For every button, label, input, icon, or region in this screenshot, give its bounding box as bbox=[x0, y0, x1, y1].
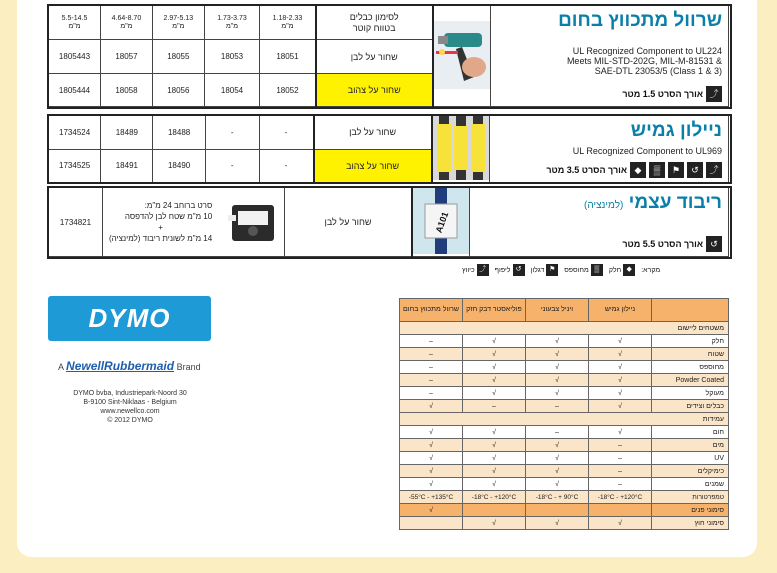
newell-tagline: A NewellRubbermaid Brand bbox=[58, 359, 201, 373]
row-label: מחוספס bbox=[652, 361, 729, 374]
diameter-header: לסימון כבלים בטווח קוטר bbox=[316, 6, 433, 40]
row-label: Powder Coated bbox=[652, 374, 729, 387]
heatshrink-title: שרוול מתכווץ בחום bbox=[558, 10, 722, 31]
row-label: שמנים bbox=[652, 478, 729, 491]
row-label: סימוני פנים bbox=[652, 504, 729, 517]
comparison-table: שרוול מתכווץ בחום פוליאסטר דבק חזק ויניל צבעוני ניילון גמיש משטחים ליישום – √ √ √ חלק – √ √ √ שטוח – √ √ √ מחוספס – √ √ √ Powder Coated – √ √ √ מעוקל √ – – √ כבלים וצידים עמידות √ √ – √ חום √ √ √ – מים √ √ √ – UV √ √ √ – כימיקלים √ √ √ – שמנים -55°C - +135°C -18°C - +120°C -18°C - + 90°C -18°C - +120°C טמפרטורות √ סימוני פנים √ √ √ סימוני חוץ bbox=[399, 298, 729, 530]
selflam-title: ריבוד עצמי (למינציה) bbox=[584, 192, 722, 213]
color-cell: שחור על לבן bbox=[314, 116, 432, 150]
code-cell: - bbox=[259, 116, 313, 150]
compare-header: ניילון גמיש bbox=[589, 299, 652, 322]
nylon-info bbox=[489, 116, 728, 183]
a101-label: A101 bbox=[433, 210, 451, 235]
row-label: שטוח bbox=[652, 348, 729, 361]
size-col-3: 2.97-5.13 מ"מ bbox=[152, 6, 204, 40]
row-label: מים bbox=[652, 439, 729, 452]
row-label: מעוקל bbox=[652, 387, 729, 400]
code-cell: 18491 bbox=[101, 149, 153, 183]
color-cell: שחור על לבן bbox=[285, 188, 413, 257]
code-cell: 18052 bbox=[260, 74, 316, 107]
size-col-1: 1.18-2.33 מ"מ bbox=[260, 6, 316, 40]
nylon-title: ניילון גמיש bbox=[630, 120, 722, 141]
color-cell: שחור על צהוב bbox=[316, 74, 433, 107]
code-cell: 1734821 bbox=[49, 188, 103, 257]
code-cell: 18058 bbox=[101, 74, 153, 107]
kit-description: סרט ברוחב 24 מ"מ: 10 מ"מ שטח לבן להדפסה + 14 מ"מ לשונית ריבוד (למינציה) bbox=[109, 201, 213, 243]
wrap-icon: ↺ bbox=[513, 264, 525, 276]
selflam-image-cell bbox=[412, 188, 470, 257]
dymo-logo: DYMO bbox=[48, 296, 211, 341]
code-cell: - bbox=[259, 149, 313, 183]
compare-header: ויניל צבעוני bbox=[526, 299, 589, 322]
nylon-cert: UL Recognized Component to UL969 bbox=[572, 146, 722, 156]
code-cell: 1805443 bbox=[49, 40, 101, 74]
bend-icon: ⤴ bbox=[706, 162, 722, 178]
textured-icon: ▒ bbox=[591, 264, 603, 276]
row-label: חום bbox=[652, 426, 729, 439]
laminated-cable-photo bbox=[413, 188, 469, 254]
flag-icon: ⚑ bbox=[546, 264, 558, 276]
row-label: סימוני חוץ bbox=[652, 517, 729, 530]
color-cell: שחור על צהוב bbox=[314, 149, 432, 183]
row-label: כימיקלים bbox=[652, 465, 729, 478]
section-title: משטחים ליישום bbox=[400, 322, 729, 335]
legend: מקרא: ◆ חלק ▒ מחוספס ⚑ דגלון ↺ ליפוף ⤴ כיווץ bbox=[462, 264, 660, 276]
code-cell: 1805444 bbox=[49, 74, 101, 107]
smooth-icon: ◆ bbox=[623, 264, 635, 276]
textured-icon: ▒ bbox=[649, 162, 665, 178]
nylon-length: ⤴ ↺ ⚑ ▒ ◆ אורך הסרט 3.5 מטר bbox=[546, 162, 722, 178]
code-cell: 1734525 bbox=[49, 149, 101, 183]
heatshrink-length: ⤴ אורך הסרט 1.5 מטר bbox=[622, 86, 722, 102]
smooth-icon: ◆ bbox=[630, 162, 646, 178]
heatshrink-table bbox=[48, 5, 729, 107]
code-cell: 18055 bbox=[152, 40, 204, 74]
section-title: עמידות bbox=[400, 413, 729, 426]
row-label: כבלים וצידים bbox=[652, 400, 729, 413]
kit-cell bbox=[103, 188, 285, 257]
color-cell: שחור על לבן bbox=[316, 40, 433, 74]
heatshrink-info bbox=[490, 6, 728, 107]
row-label: UV bbox=[652, 452, 729, 465]
company-address: DYMO bvba, Industriepark-Noord 30 B-9100 Sint-Niklaas - Belgium www.newellco.com © 2012 DYMO bbox=[73, 390, 187, 424]
size-col-5: 5.5-14.5 מ"מ bbox=[49, 6, 101, 40]
nylon-table bbox=[48, 115, 729, 183]
row-label: חלק bbox=[652, 335, 729, 348]
code-cell: 18488 bbox=[153, 116, 205, 150]
wrap-icon: ↺ bbox=[706, 236, 722, 252]
bend-icon: ⤴ bbox=[706, 86, 722, 102]
code-cell: - bbox=[205, 149, 259, 183]
code-cell: - bbox=[205, 116, 259, 150]
selflam-info bbox=[470, 188, 729, 257]
legend-title: מקרא: bbox=[641, 266, 661, 274]
wrap-icon: ↺ bbox=[687, 162, 703, 178]
size-col-2: 1.73-3.73 מ"מ bbox=[204, 6, 259, 40]
selflam-length: ↺ אורך הסרט 5.5 מטר bbox=[622, 236, 722, 252]
heatshrink-cert: UL Recognized Component to UL224 Meets MIL-STD-202G, MIL-M-81531 & SAE-DTL 23053/5 (Class 1 & 3) bbox=[566, 46, 722, 76]
heatshrink-image-cell bbox=[433, 6, 491, 107]
code-cell: 18489 bbox=[101, 116, 153, 150]
heat-gun-photo bbox=[434, 21, 490, 89]
nylon-labels-photo bbox=[433, 116, 489, 180]
size-col-4: 4.64-8.70 מ"מ bbox=[101, 6, 153, 40]
cassette-photo bbox=[228, 197, 278, 247]
compare-header: שרוול מתכווץ בחום bbox=[400, 299, 463, 322]
code-cell: 18051 bbox=[260, 40, 316, 74]
code-cell: 18056 bbox=[152, 74, 204, 107]
code-cell: 18053 bbox=[204, 40, 259, 74]
code-cell: 18054 bbox=[204, 74, 259, 107]
nylon-image-cell bbox=[432, 116, 490, 183]
code-cell: 1734524 bbox=[49, 116, 101, 150]
selflam-table bbox=[48, 187, 729, 257]
code-cell: 18057 bbox=[101, 40, 153, 74]
row-label: טמפרטורות bbox=[652, 491, 729, 504]
compare-header: פוליאסטר דבק חזק bbox=[463, 299, 526, 322]
bend-icon: ⤴ bbox=[477, 264, 489, 276]
flag-icon: ⚑ bbox=[668, 162, 684, 178]
code-cell: 18490 bbox=[153, 149, 205, 183]
